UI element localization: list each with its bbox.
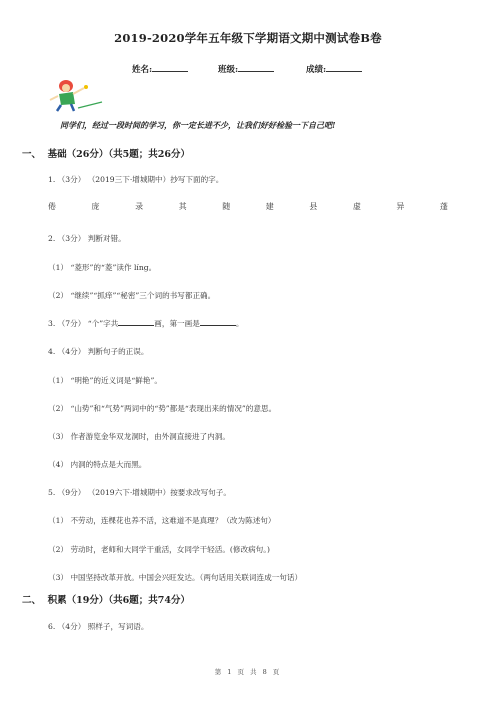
- question-4: 4. （4分） 判断句子的正误。: [48, 347, 149, 356]
- char: 虚: [352, 202, 361, 211]
- mascot-icon: [44, 74, 104, 114]
- char: 蓬: [439, 202, 448, 211]
- question-2: 2. （3分） 判断对错。: [48, 234, 126, 243]
- question-5: 5. （9分） （2019六下·增城期中）按要求改写句子。: [48, 488, 231, 497]
- question-6: 6. （4分） 照样子，写词语。: [48, 622, 149, 631]
- char: 县: [309, 202, 318, 211]
- question-4-item-1: （1） “明艳”的近义词是“鲜艳”。: [48, 376, 162, 385]
- char: 异: [396, 202, 405, 211]
- character-row: [48, 201, 448, 212]
- char: 建: [265, 202, 274, 211]
- question-1: 1. （3分） （2019三下·增城期中）抄写下面的字。: [48, 175, 224, 184]
- char: 倦: [48, 202, 56, 211]
- char: 随: [222, 202, 231, 211]
- char: 录: [135, 202, 144, 211]
- question-2-item-2: （2） “继续”“抓痒”“秘密”三个词的书写都正确。: [48, 291, 216, 300]
- question-4-item-4: （4） 内洞的特点是大而黑。: [48, 460, 147, 469]
- section-1-heading: 一、 基础（26分）（共5题；共26分）: [22, 149, 190, 160]
- page-footer: 第 1 页 共 8 页: [214, 668, 282, 676]
- char: 其: [178, 202, 187, 211]
- question-4-item-3: （3） 作者游览金华双龙洞时，由外洞直接进了内洞。: [48, 432, 230, 441]
- score-field: 成绩:: [306, 63, 362, 75]
- question-4-item-2: （2） “山势”和“气势”两词中的“势”都是“表现出来的情况”的意思。: [48, 404, 277, 413]
- question-5-item-1: （1） 不劳动，连棵花也养不活，这难道不是真理？（改为陈述句）: [48, 516, 276, 525]
- section-2-heading: 二、 积累（19分）（共6题；共74分）: [22, 595, 190, 606]
- class-field: 班级:: [218, 63, 274, 75]
- question-5-item-2: （2） 劳动时，老师和大同学干重活，女同学干轻活。(修改病句。): [48, 545, 271, 554]
- char: 庞: [91, 202, 100, 211]
- question-3: 3. （7分） “个”字共 画，第一画是 。: [48, 319, 244, 328]
- question-5-item-3: （3） 中国坚持改革开放。中国会兴旺发达。（两句话用关联词连成一句话）: [48, 573, 303, 582]
- name-field: 姓名:: [132, 63, 188, 75]
- greeting-text: 同学们，经过一段时间的学习，你一定长进不少，让我们好好检验一下自己吧!: [60, 120, 336, 130]
- question-2-item-1: （1） “菱形”的“菱”读作 líng。: [48, 263, 157, 272]
- page-title: 2019-2020学年五年级下学期语文期中测试卷B卷: [114, 31, 382, 45]
